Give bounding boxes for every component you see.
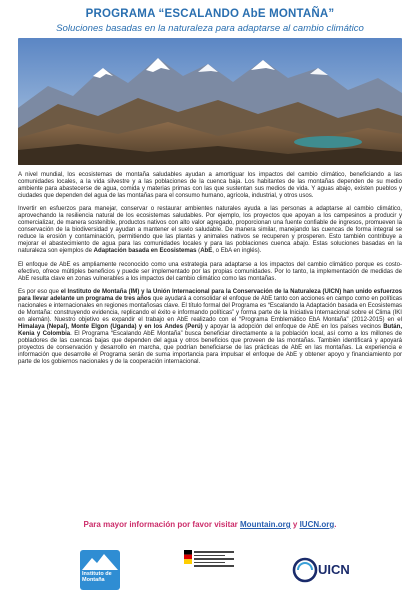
federal-ministry-logo [180,550,240,594]
mountain-icon [80,550,120,572]
german-flag-icon [184,550,192,564]
program-title: PROGRAMA “ESCALANDO AbE MONTAÑA” [85,8,335,20]
program-subtitle: Soluciones basadas en la naturaleza para adaptarse al cambio climático [56,23,364,34]
body-text [18,172,402,372]
paragraph-program: Es por eso que el Instituto de Montaña (IM) y la Unión Internacional para la Conservación de la Naturaleza (UICN) han unido esfuerzos para llevar adelante un programa de tres años que ayudará a consolidar el enfoque de AbE tanto con acciones en campo como en políticas nacionales e internacionales en regiones montañosas clave. El título formal del Programa es “Escalando la Adaptación basada en Ecosistemas de Montaña: construyendo evidencia, replicando el éxito e informando políticas” y forma parte de la Iniciativa Internacional sobre el Clima (IKI en alemán). Nuestro objetivo es expandir el trabajo en AbE realizado con el “Programa Emblemático EbA Montaña” (2012-2015) en el Himalaya (Nepal), Monte Elgon (Uganda) y en los Andes (Perú) y apoyar la adopción del enfoque de AbE en los países vecinos Bután, Kenia y Colombia. El Programa “Escalando AbE Montaña” busca beneficiar directamente a la población local, así como a los millones de pobladores de las cuencas bajas que dependen del agua y otros beneficios que proveen de las montañas. También identificará y apoyará proyectos de conservación y desarrollo en marcha, que podrían beneficiarse de las prácticas de AbE en las montañas. La experiencia e información que desarrolle el Programa serán de suma importancia para impulsar el enfoque de AbE y obtener apoyo y financiamiento por parte de los gobiernos nacionales y de la cooperación internacional. [18,288,403,366]
paragraph-invest: Invertir en esfuerzos para manejar, conservar o restaurar ambientes naturales ayuda a las personas a adaptarse al cambio climático, aprovechando la resiliencia natural de los ecosistemas saludables. Por ejemplo, los proyectos que apoyan a los campesinos a producir y comercializar, de manera sostenible, productos nativos con alto valor agregado, proporcionan una fuente confiable de ingresos, promueven la conservación de la biodiversidad y ayudan a mantener el suelo saludable. De manera similar, manejando las cuencas de forma integral se reduce la erosión y contaminación, permitiendo que las plantas y animales nativos se recuperen y prosperen. Esto también contribuye a mejorar el abastecimiento de agua para las comunidades locales y para las poblaciones cuenca abajo. Estas soluciones basadas en la naturaleza son ejemplos de Adaptación basada en Ecosistemas (AbE, o EbA en inglés). [18,206,402,255]
uicn-logo: UICN [292,552,362,588]
globe-ring-icon [292,557,318,583]
paragraph-abe-approach: El enfoque de AbE es ampliamente reconocido como una estrategia para adaptarse a los impactos del cambio climático porque es costo-efectivo, ofrece múltiples beneficios y puede ser implementado por las propias comunidades. Por lo tanto, la implementación de medidas de AbE resulta clave en zonas vulnerables a los impactos del cambio climático como las montañas. [18,261,402,282]
iucn-org-link[interactable]: IUCN.org [299,520,335,529]
mountain-landscape-photo [18,38,402,165]
paragraph-intro: A nivel mundial, los ecosistemas de montaña saludables ayudan a amortiguar los impactos del cambio climático, beneficiando a las comunidades locales, a la vida silvestre y a las poblaciones de la cuenca baja. Los habitantes de las montañas dependen de su medio ambiente para abastecerse de agua, comida y materias primas con las que sustentan sus medios de vida. Y aguas abajo, existen pueblos y ciudades que dependen del agua de las montañas para el consumo humano, agrícola, industrial, y otros usos. [18,172,402,200]
partner-logos [0,536,420,594]
instituto-de-montana-logo: Instituto de Montaña [80,550,120,590]
more-info-line: Para mayor información por favor visitar Mountain.org y IUCN.org. [83,520,337,529]
mountain-org-link[interactable]: Mountain.org [240,520,291,529]
